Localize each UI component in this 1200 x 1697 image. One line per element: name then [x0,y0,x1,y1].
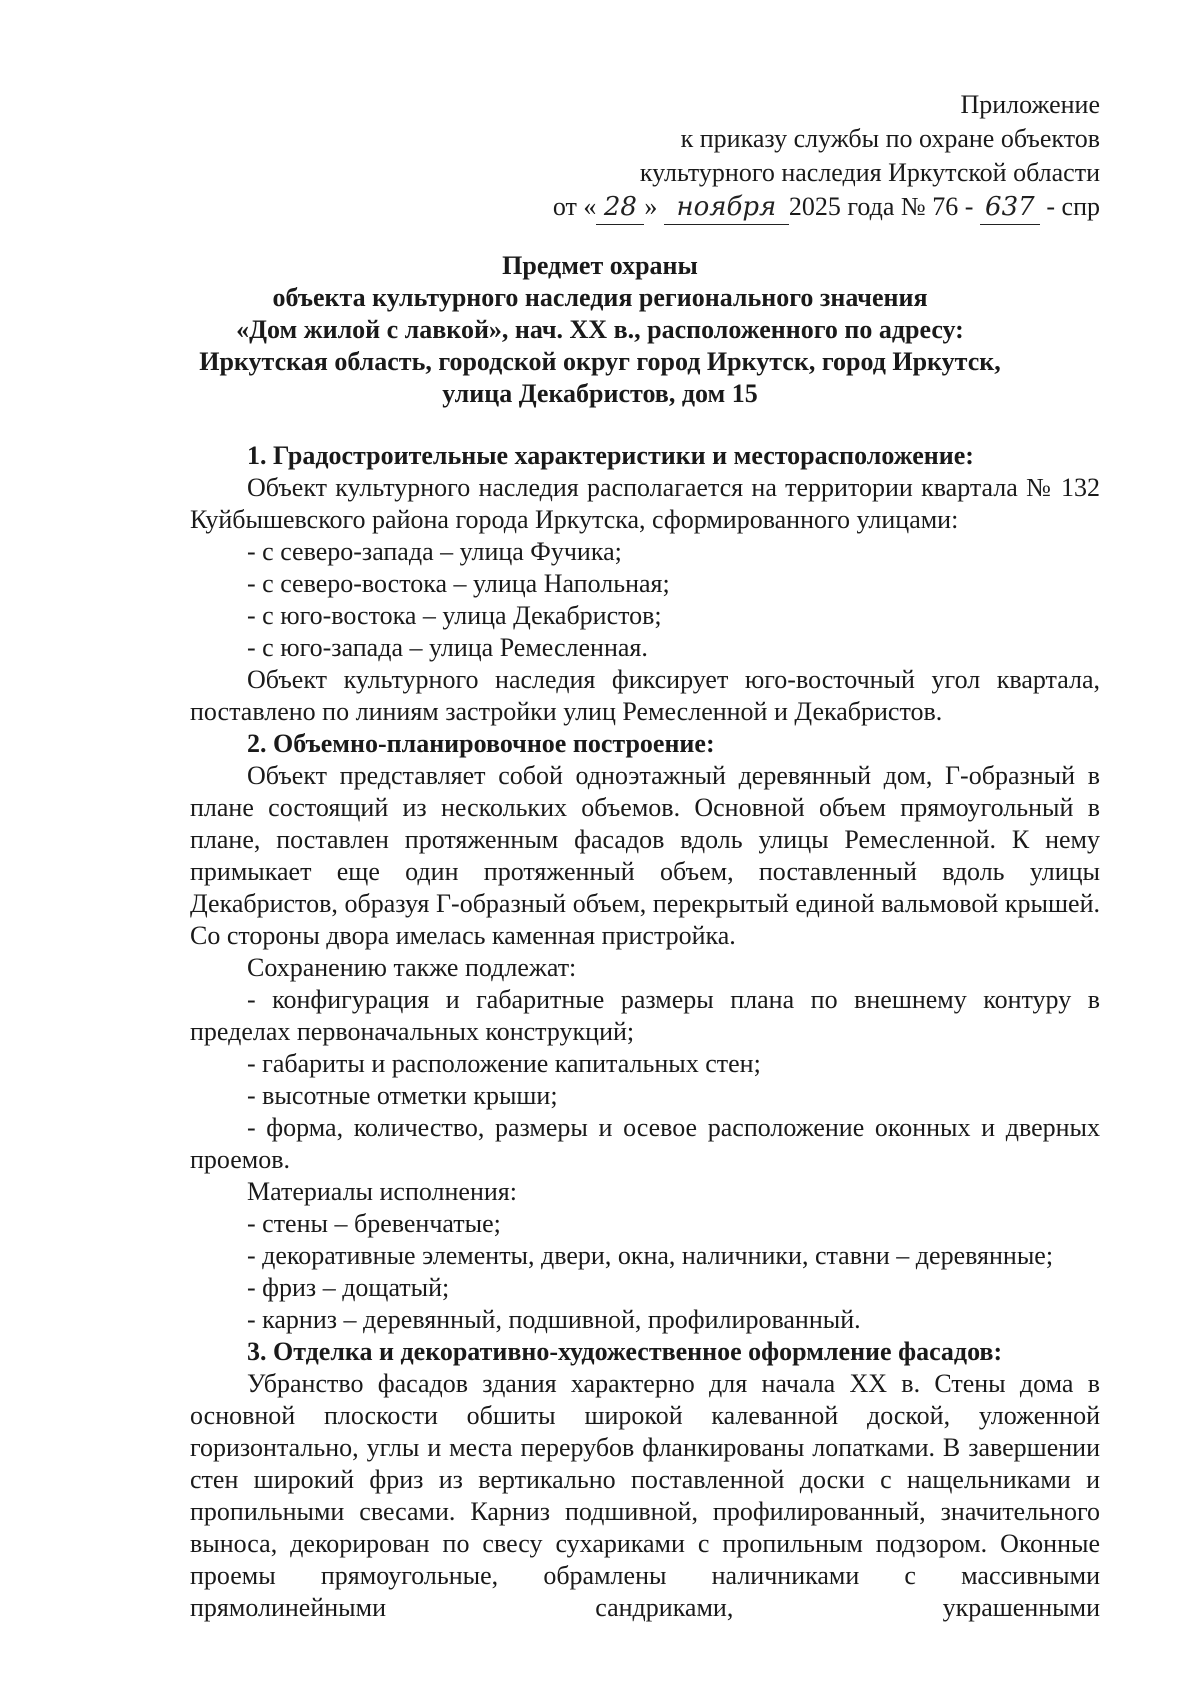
section-1-intro: Объект культурного наследия располагается на территории квартала № 132 Куйбышевского района города Иркутска, сформированного улицами: [190,473,1100,534]
list-item: - высотные отметки крыши; [247,1081,558,1110]
materials-title: Материалы исполнения: [247,1177,517,1206]
date-mid: » [644,192,658,221]
list-item: - с юго-запада – улица Ремесленная. [247,633,648,662]
list-item: - форма, количество, размеры и осевое расположение оконных и дверных проемов. [190,1113,1100,1174]
appendix-header [460,88,1100,225]
handwritten-month: ноября [664,190,789,225]
date-prefix: от « [552,192,597,221]
preserve-title: Сохранению также подлежат: [247,953,577,982]
list-item: - карниз – деревянный, подшивной, профилированный. [247,1305,861,1334]
list-item: - с северо-запада – улица Фучика; [247,537,622,566]
order-suffix: - спр [1046,192,1100,221]
document-body [190,440,1100,1624]
list-item: - габариты и расположение капитальных стен; [247,1049,761,1078]
title-line-1: Предмет охраны [502,251,698,280]
appendix-date-line [460,190,1100,225]
section-3-heading: 3. Отделка и декоративно-художественное оформление фасадов: [247,1337,1003,1366]
list-item: - стены – бревенчатые; [247,1209,501,1238]
list-item: - фриз – дощатый; [247,1273,450,1302]
date-year: 2025 года № 76 - [788,192,974,221]
section-2-text: Объект представляет собой одноэтажный деревянный дом, Г-образный в плане состоящий из нескольких объемов. Основной объем прямоугольный в плане, поставлен протяженным фасадов вдоль улицы Ремесленной. К нему примыкает еще один протяженный объем, поставленный вдоль улицы Декабристов, образуя Г-образный объем, перекрытый единой вальмовой крышей. Со стороны двора имелась каменная пристройка. [190,761,1100,950]
section-1-outro: Объект культурного наследия фиксирует юго-восточный угол квартала, поставлено по линиям застройки улиц Ремесленной и Декабристов. [190,665,1100,726]
section-1-heading: 1. Градостроительные характеристики и месторасположение: [247,441,974,470]
section-2-heading: 2. Объемно-планировочное построение: [247,729,715,758]
handwritten-day: 28 [596,190,644,225]
title-line-2: объекта культурного наследия регионального значения [272,283,928,312]
appendix-title: Приложение [960,90,1100,119]
list-item: - с юго-востока – улица Декабристов; [247,601,662,630]
title-line-5: улица Декабристов, дом 15 [442,379,758,408]
title-line-4: Иркутская область, городской округ город Иркутск, город Иркутск, [199,347,1001,376]
appendix-line-order: к приказу службы по охране объектов [680,124,1100,153]
list-item: - конфигурация и габаритные размеры плана по внешнему контуру в пределах первоначальных конструкций; [190,985,1100,1046]
title-line-3: «Дом жилой с лавкой», нач. XX в., расположенного по адресу: [236,315,964,344]
document-title [150,250,1050,410]
handwritten-order-number: 637 [980,190,1040,225]
appendix-line-region: культурного наследия Иркутской области [639,158,1100,187]
list-item: - декоративные элементы, двери, окна, наличники, ставни – деревянные; [247,1241,1054,1270]
list-item: - с северо-востока – улица Напольная; [247,569,670,598]
section-3-text: Убранство фасадов здания характерно для начала XX в. Стены дома в основной плоскости обшиты широкой калеванной доской, уложенной горизонтально, углы и места перерубов фланкированы лопатками. В завершении стен широкий фриз из вертикально поставленной доски с нащельниками и пропильными свесами. Карниз подшивной, профилированный, значительного выноса, декорирован по свесу сухариками с пропильным подзором. Оконные проемы прямоугольные, обрамлены наличниками с массивными прямолинейными сандриками, украшенными [190,1369,1100,1622]
